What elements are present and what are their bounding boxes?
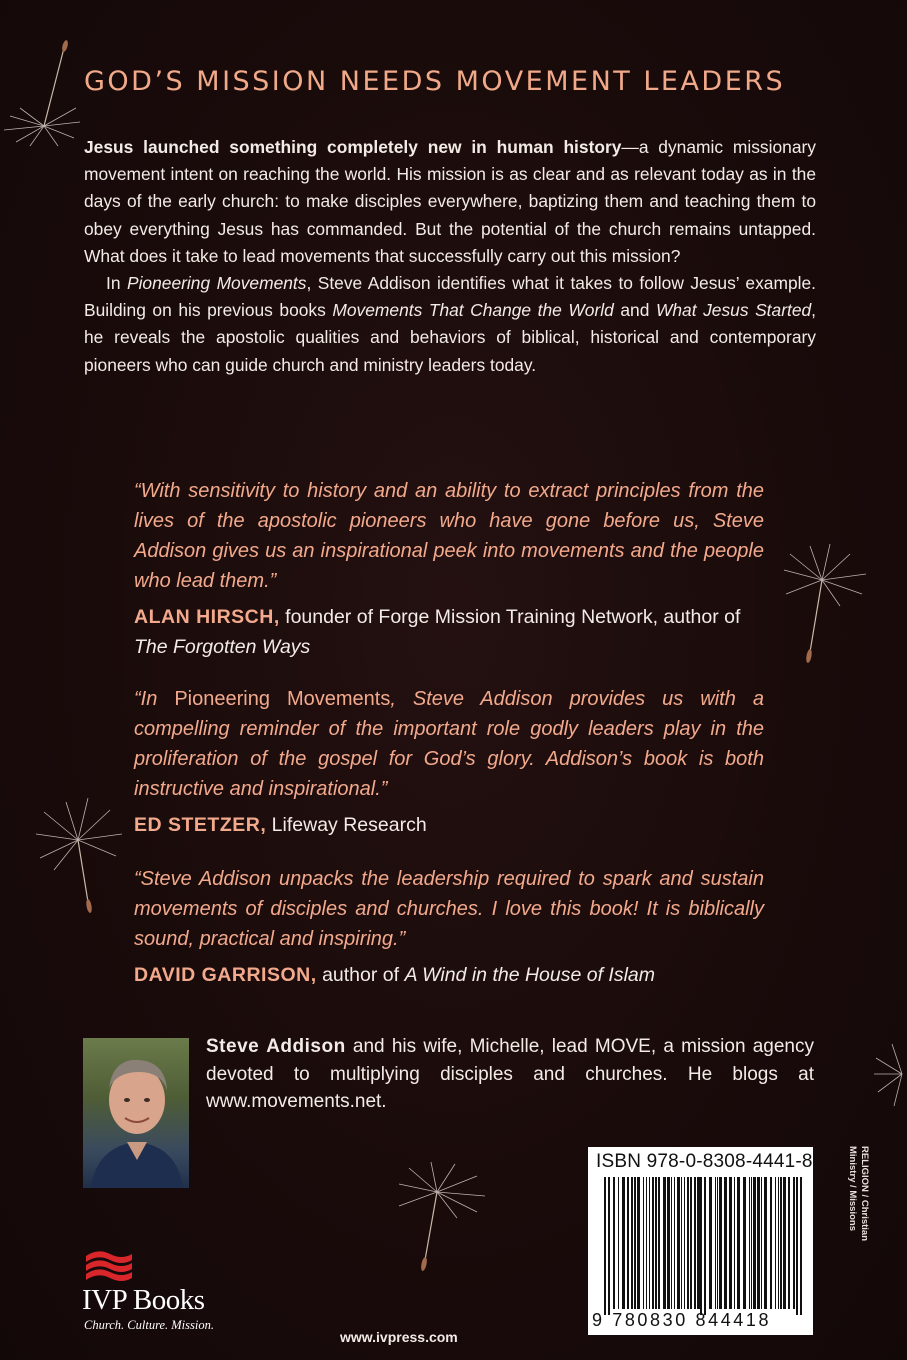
author-name: Steve Addison	[206, 1036, 346, 1057]
isbn-barcode	[588, 1147, 813, 1335]
endorser-role: Lifeway Research	[266, 814, 427, 836]
endorser-name: ALAN HIRSCH,	[134, 606, 280, 628]
blurb-paragraph-2	[84, 270, 816, 379]
dandelion-seed-icon	[770, 540, 880, 670]
blurb-text: , he reveals the apostolic qualities and behaviors of biblical, historical and contemporary pioneers who can guide church and ministry leaders today.	[84, 300, 817, 375]
headline: GOD’S MISSION NEEDS MOVEMENT LEADERS	[84, 66, 786, 97]
barcode-bars	[600, 1177, 806, 1317]
endorsement-attribution	[134, 810, 764, 840]
endorser-role: founder of Forge Mission Training Network, author of	[279, 606, 741, 628]
author-bio	[206, 1033, 814, 1116]
endorsement-quote: “With sensitivity to history and an ability to extract principles from the lives of the apostolic pioneers who have gone before us, Steve Addison gives us an inspirational peek into movements and the people who lead them.”	[134, 480, 764, 592]
blurb-text: —a dynamic missionary movement intent on reaching the world. His mission is as clear and as relevant today as in the days of the early church: to make disciples everywhere, baptizing them and teaching them to obey everything Jesus has commanded. But the potential of the church remains untapped. What does it take to lead movements that successfully carry out this mission?	[84, 137, 816, 266]
ean-digits: 9 780830 844418	[592, 1310, 772, 1330]
isbn-label: ISBN 978-0-8308-4441-8	[596, 1151, 813, 1172]
endorser-name: DAVID GARRISON,	[134, 964, 317, 986]
book-title: A Wind in the House of Islam	[404, 964, 656, 986]
endorser-role: author of	[316, 964, 405, 986]
book-title: What Jesus Started	[655, 300, 812, 321]
book-title: Movements That Change the World	[332, 300, 614, 321]
back-cover-blurb	[84, 134, 816, 379]
endorsement-attribution	[134, 960, 764, 990]
author-portrait-icon	[83, 1038, 189, 1188]
endorsement-stetzer	[134, 684, 764, 840]
endorsement-hirsch	[134, 476, 764, 662]
author-photo	[83, 1038, 189, 1188]
publisher-website: www.ivpress.com	[340, 1329, 458, 1345]
publisher-name: IVP Books	[82, 1284, 205, 1316]
dandelion-seed-icon	[385, 1160, 495, 1280]
ivp-flag-icon	[84, 1248, 134, 1284]
endorsement-attribution	[134, 602, 764, 662]
dandelion-seed-icon	[22, 790, 132, 920]
author-bio-text: and his wife, Michelle, lead MOVE, a mission agency devoted to multiplying disciples and churches. He blogs at www.movements.net.	[206, 1036, 814, 1112]
blurb-paragraph-1	[84, 134, 816, 270]
bisac-category: RELIGION / Christian Ministry / Missions	[847, 1146, 870, 1242]
endorsement-quote: “Steve Addison unpacks the leadership required to spark and sustain movements of disciples and churches. I love this book! It is biblically sound, practical and inspiring.”	[134, 868, 764, 950]
blurb-lead-in: Jesus launched something completely new in human history	[84, 137, 622, 157]
blurb-text: In	[106, 273, 127, 294]
book-title: Pioneering Movements	[126, 273, 307, 294]
publisher-tagline: Church. Culture. Mission.	[84, 1318, 214, 1332]
endorsement-garrison	[134, 864, 764, 990]
publisher-logo	[82, 1248, 242, 1332]
blurb-text: and	[613, 300, 656, 321]
endorsement-quote: “In Pioneering Movements, Steve Addison provides us with a compelling reminder of the important role godly leaders play in the proliferation of the gospel for God’s glory. Addison’s book is both instructive and inspirational.”	[134, 688, 764, 800]
book-title: The Forgotten Ways	[134, 636, 311, 658]
book-title: Pioneering Movements	[174, 688, 391, 710]
dandelion-seed-icon	[872, 1030, 907, 1120]
blurb-text: , Steve Addison identifies what it takes to follow Jesus’ example. Building on his previous books	[84, 273, 816, 321]
endorser-name: ED STETZER,	[134, 814, 267, 836]
